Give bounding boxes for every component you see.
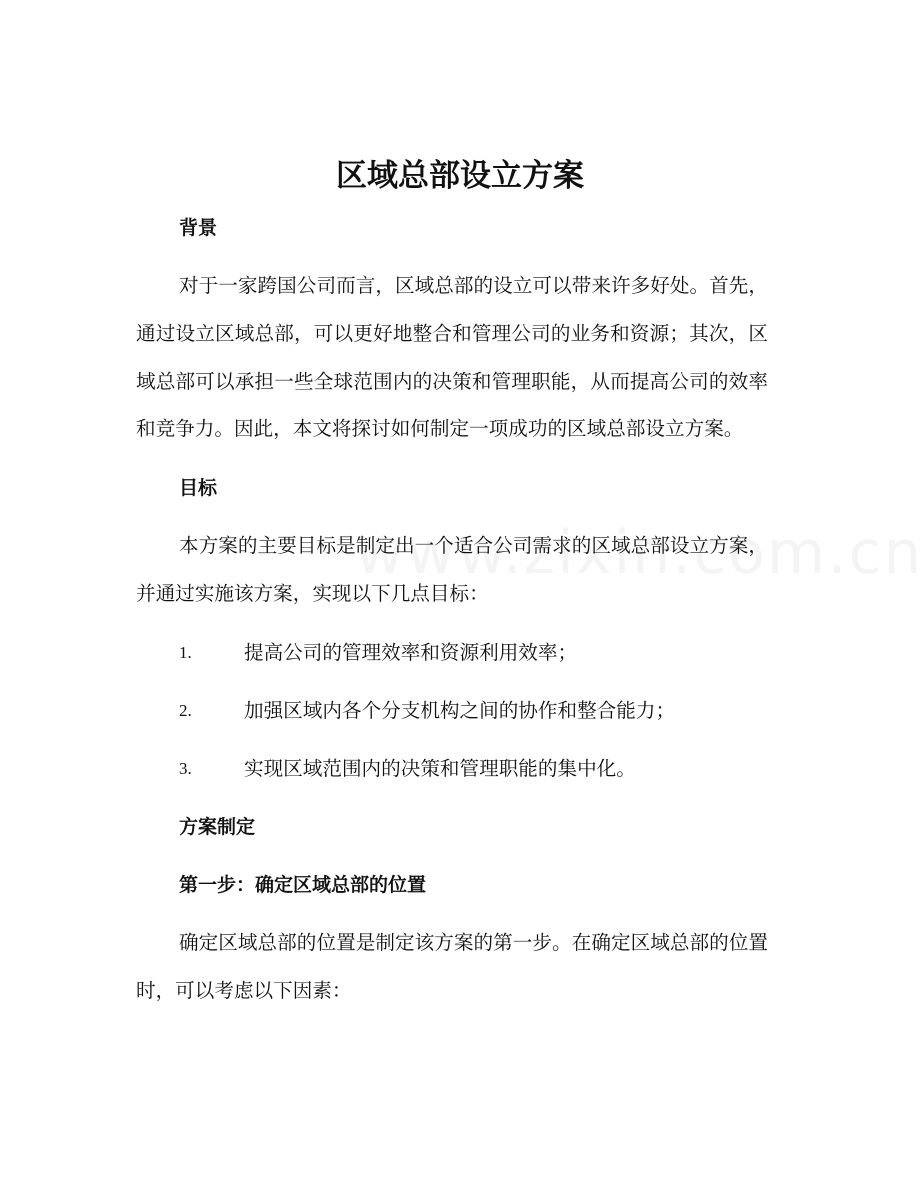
list-item-number: 3. xyxy=(179,758,192,778)
document-body xyxy=(136,205,768,1026)
list-item-number: 1. xyxy=(179,642,192,662)
list-item-text: 提高公司的管理效率和资源利用效率； xyxy=(244,640,578,664)
list-item-number: 2. xyxy=(179,700,192,720)
list-item-text: 实现区域范围内的决策和管理职能的集中化。 xyxy=(244,756,636,780)
section-heading-goals: 目标 xyxy=(179,477,218,500)
goals-list xyxy=(136,630,768,792)
section-heading-plan: 方案制定 xyxy=(179,815,256,838)
document-title: 区域总部设立方案 xyxy=(336,158,584,194)
background-paragraph: 对于一家跨国公司而言，区域总部的设立可以带来许多好处。首先，通过设立区域总部，可以更好地整合和管理公司的业务和资源；其次，区域总部可以承担一些全球范围内的决策和管理职能，从而提高公司的效率和竞争力。因此，本文将探讨如何制定一项成功的区域总部设立方案。 xyxy=(136,274,768,441)
goals-paragraph: 本方案的主要目标是制定出一个适合公司需求的区域总部设立方案，并通过实施该方案，实现以下几点目标： xyxy=(136,534,768,605)
step1-paragraph: 确定区域总部的位置是制定该方案的第一步。在确定区域总部的位置时，可以考虑以下因素： xyxy=(136,930,768,1002)
subsection-heading-step1: 第一步：确定区域总部的位置 xyxy=(179,873,427,896)
list-item xyxy=(136,630,768,676)
section-heading-background: 背景 xyxy=(179,217,218,239)
list-item xyxy=(136,688,768,734)
list-item xyxy=(136,746,768,792)
list-item-text: 加强区域内各个分支机构之间的协作和整合能力； xyxy=(244,698,676,722)
